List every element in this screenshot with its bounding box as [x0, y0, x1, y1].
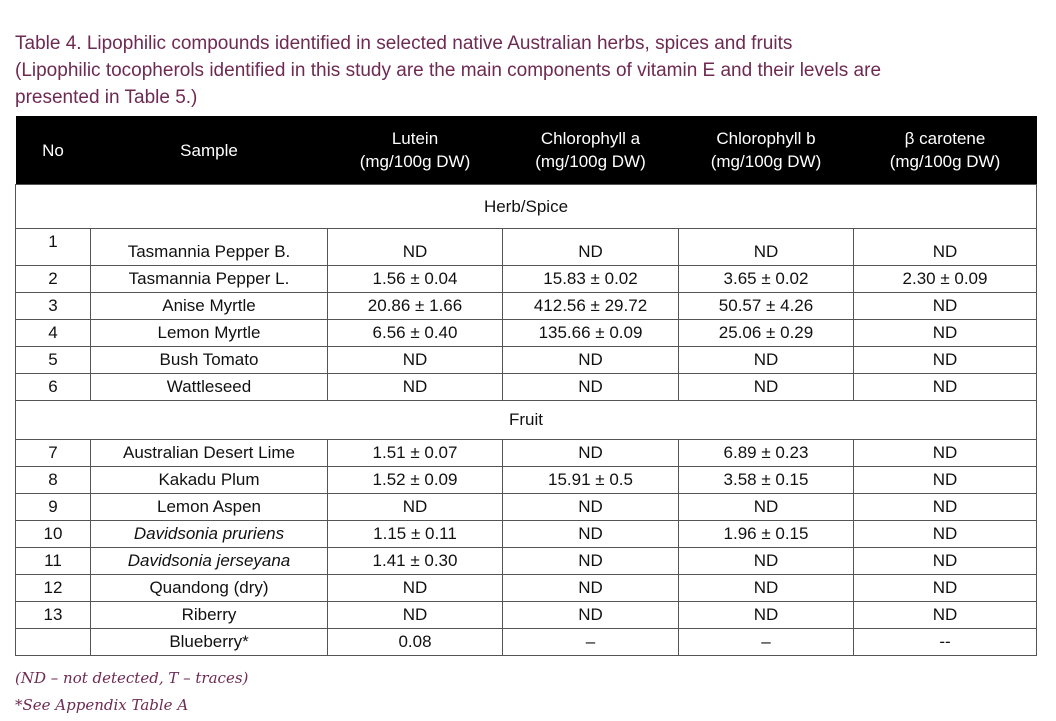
cell-chlorophyll-a: ND	[503, 602, 679, 629]
cell-chlorophyll-a: ND	[503, 374, 679, 401]
table-row	[16, 440, 1037, 467]
cell-no: 2	[16, 266, 91, 293]
cell-chlorophyll-b: 25.06 ± 0.29	[679, 320, 854, 347]
cell-sample: Lemon Aspen	[91, 494, 328, 521]
cell-chlorophyll-b: ND	[679, 374, 854, 401]
cell-sample: Tasmannia Pepper B.	[91, 229, 328, 266]
table-caption	[15, 30, 1045, 111]
table-row	[16, 347, 1037, 374]
header-beta-carotene-name: β carotene	[904, 129, 986, 148]
cell-sample: Wattleseed	[91, 374, 328, 401]
caption-title: Table 4. Lipophilic compounds identified in selected native Australian herbs, spices and fruits	[15, 33, 793, 54]
cell-no: 8	[16, 467, 91, 494]
header-sample: Sample	[91, 116, 328, 185]
cell-no: 12	[16, 575, 91, 602]
cell-chlorophyll-b: 3.58 ± 0.15	[679, 467, 854, 494]
cell-beta-carotene: ND	[854, 521, 1037, 548]
header-chlorophyll-a-unit: (mg/100g DW)	[535, 152, 646, 171]
header-beta-carotene-unit: (mg/100g DW)	[889, 152, 1001, 171]
table-row	[16, 521, 1037, 548]
header-chlorophyll-b-name: Chlorophyll b	[716, 129, 816, 148]
section-label-fruit: Fruit	[16, 401, 1037, 440]
caption-note-line2: presented in Table 5.)	[15, 87, 198, 108]
caption-note-line1: (Lipophilic tocopherols identified in this study are the main components of vitamin E and their levels are	[15, 60, 882, 81]
cell-chlorophyll-b: 50.57 ± 4.26	[679, 293, 854, 320]
cell-beta-carotene: ND	[854, 229, 1037, 266]
cell-sample: Anise Myrtle	[91, 293, 328, 320]
cell-no: 7	[16, 440, 91, 467]
cell-chlorophyll-b: ND	[679, 548, 854, 575]
cell-sample: Davidsonia jerseyana	[91, 548, 328, 575]
cell-lutein: 1.56 ± 0.04	[328, 266, 503, 293]
header-lutein-name: Lutein	[391, 129, 439, 148]
cell-beta-carotene: ND	[854, 374, 1037, 401]
cell-sample: Quandong (dry)	[91, 575, 328, 602]
cell-chlorophyll-b: 1.96 ± 0.15	[679, 521, 854, 548]
cell-lutein: ND	[328, 374, 503, 401]
section-row-herb-spice	[16, 185, 1037, 229]
header-lutein	[328, 116, 503, 185]
table-row	[16, 548, 1037, 575]
table-row	[16, 494, 1037, 521]
table-row	[16, 575, 1037, 602]
header-beta-carotene	[854, 116, 1037, 185]
cell-beta-carotene: ND	[854, 467, 1037, 494]
cell-chlorophyll-b: ND	[679, 494, 854, 521]
note-appendix: *See Appendix Table A	[15, 696, 189, 714]
table-row	[16, 602, 1037, 629]
table-row	[16, 374, 1037, 401]
header-chlorophyll-b	[679, 116, 854, 185]
table-notes	[15, 665, 248, 719]
cell-chlorophyll-a: ND	[503, 494, 679, 521]
cell-beta-carotene: ND	[854, 548, 1037, 575]
cell-sample: Riberry	[91, 602, 328, 629]
cell-no: 1	[16, 229, 91, 266]
note-abbreviations: (ND – not detected, T – traces)	[15, 669, 249, 687]
cell-sample: Kakadu Plum	[91, 467, 328, 494]
cell-beta-carotene: 2.30 ± 0.09	[854, 266, 1037, 293]
cell-chlorophyll-b: 6.89 ± 0.23	[679, 440, 854, 467]
cell-chlorophyll-a: 135.66 ± 0.09	[503, 320, 679, 347]
cell-no: 5	[16, 347, 91, 374]
cell-beta-carotene: ND	[854, 494, 1037, 521]
cell-sample: Australian Desert Lime	[91, 440, 328, 467]
cell-chlorophyll-a: 412.56 ± 29.72	[503, 293, 679, 320]
cell-no: 3	[16, 293, 91, 320]
table-row	[16, 293, 1037, 320]
cell-lutein: ND	[328, 602, 503, 629]
cell-chlorophyll-b: ND	[679, 229, 854, 266]
cell-lutein: 0.08	[328, 629, 503, 656]
cell-chlorophyll-b: 3.65 ± 0.02	[679, 266, 854, 293]
cell-beta-carotene: ND	[854, 440, 1037, 467]
cell-lutein: 1.41 ± 0.30	[328, 548, 503, 575]
header-no: No	[16, 116, 91, 185]
table-row	[16, 229, 1037, 266]
table-row	[16, 266, 1037, 293]
cell-chlorophyll-a: –	[503, 629, 679, 656]
table-header-row	[16, 116, 1037, 185]
cell-lutein: ND	[328, 229, 503, 266]
cell-chlorophyll-a: 15.83 ± 0.02	[503, 266, 679, 293]
cell-beta-carotene: ND	[854, 575, 1037, 602]
cell-chlorophyll-a: ND	[503, 575, 679, 602]
cell-lutein: 1.52 ± 0.09	[328, 467, 503, 494]
header-lutein-unit: (mg/100g DW)	[359, 152, 471, 171]
table-row	[16, 467, 1037, 494]
cell-no: 9	[16, 494, 91, 521]
cell-lutein: ND	[328, 494, 503, 521]
table-row	[16, 320, 1037, 347]
cell-chlorophyll-b: ND	[679, 575, 854, 602]
cell-sample: Lemon Myrtle	[91, 320, 328, 347]
cell-lutein: ND	[328, 347, 503, 374]
cell-chlorophyll-a: ND	[503, 229, 679, 266]
cell-no: 10	[16, 521, 91, 548]
header-chlorophyll-a	[503, 116, 679, 185]
cell-beta-carotene: ND	[854, 293, 1037, 320]
cell-beta-carotene: ND	[854, 320, 1037, 347]
cell-beta-carotene: --	[854, 629, 1037, 656]
cell-beta-carotene: ND	[854, 602, 1037, 629]
cell-no: 11	[16, 548, 91, 575]
cell-lutein: 1.51 ± 0.07	[328, 440, 503, 467]
cell-sample: Tasmannia Pepper L.	[91, 266, 328, 293]
cell-chlorophyll-a: ND	[503, 347, 679, 374]
section-row-fruit	[16, 401, 1037, 440]
cell-sample: Davidsonia pruriens	[91, 521, 328, 548]
cell-sample: Bush Tomato	[91, 347, 328, 374]
cell-chlorophyll-a: ND	[503, 548, 679, 575]
cell-chlorophyll-b: ND	[679, 602, 854, 629]
header-chlorophyll-b-unit: (mg/100g DW)	[710, 152, 822, 171]
section-label-herb-spice: Herb/Spice	[16, 185, 1037, 229]
cell-no	[16, 629, 91, 656]
cell-lutein: 1.15 ± 0.11	[328, 521, 503, 548]
cell-chlorophyll-b: –	[679, 629, 854, 656]
cell-chlorophyll-a: ND	[503, 521, 679, 548]
cell-chlorophyll-a: 15.91 ± 0.5	[503, 467, 679, 494]
cell-no: 4	[16, 320, 91, 347]
cell-lutein: 6.56 ± 0.40	[328, 320, 503, 347]
cell-sample: Blueberry*	[91, 629, 328, 656]
compounds-table	[15, 116, 1037, 656]
cell-no: 13	[16, 602, 91, 629]
cell-lutein: ND	[328, 575, 503, 602]
table-row	[16, 629, 1037, 656]
cell-chlorophyll-a: ND	[503, 440, 679, 467]
cell-lutein: 20.86 ± 1.66	[328, 293, 503, 320]
cell-no: 6	[16, 374, 91, 401]
cell-beta-carotene: ND	[854, 347, 1037, 374]
header-chlorophyll-a-name: Chlorophyll a	[540, 129, 641, 148]
cell-chlorophyll-b: ND	[679, 347, 854, 374]
